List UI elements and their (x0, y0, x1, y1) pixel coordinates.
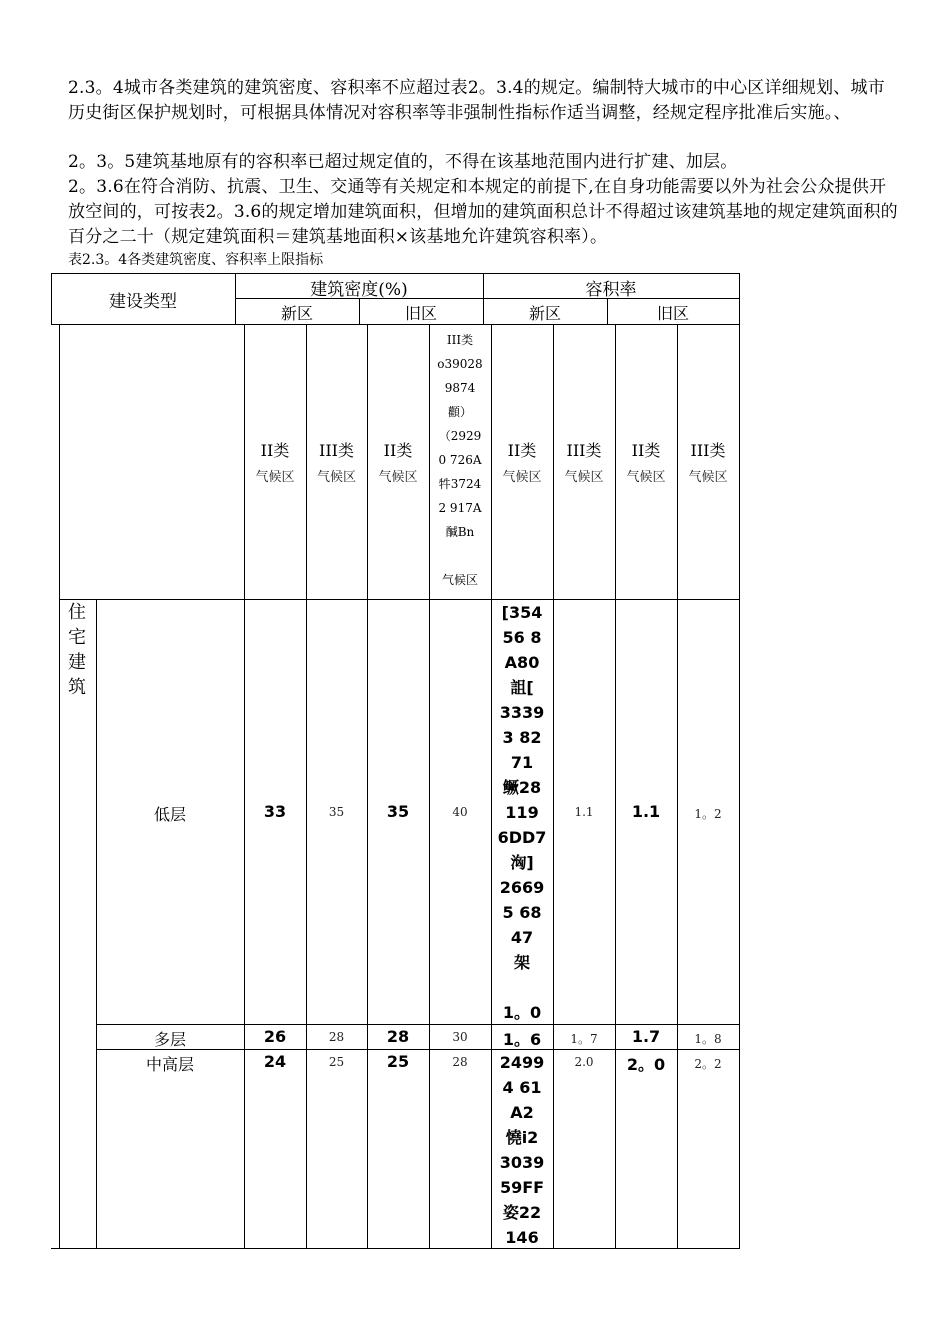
header-density-old-area: 旧区 (404, 304, 437, 323)
body-vline (96, 599, 97, 1249)
cell-density-new-ii: 24 (263, 1052, 287, 1071)
paragraph-2-3-4: 2.3。4城市各类建筑的建筑密度、容积率不应超过表2。3.4的规定。编制特大城市的中心区详细规划、城市历史街区保护规划时，可根据具体情况对容积率等非强制性指标作适当调整，经规定程序批准后实施。、 (68, 78, 885, 123)
cell-far-old-ii: 2。0 (626, 1055, 666, 1074)
climate-zone-label: 气候区 (564, 470, 604, 485)
header-far-new-area: 新区 (528, 304, 561, 323)
cell-density-new-iii: 28 (328, 1030, 345, 1044)
cell-far-old-ii: 1.7 (631, 1027, 661, 1046)
cell-far-old-iii: 2。2 (694, 1057, 722, 1071)
cell-far-old-iii: 1。2 (694, 807, 722, 821)
class-ii-label: II类 (383, 441, 413, 460)
cell-far-new-iii: 2.0 (574, 1055, 594, 1069)
body-vline (615, 325, 616, 1249)
class-iii-label: III类 (690, 441, 726, 460)
row-divider (59, 599, 740, 600)
row-divider (96, 1024, 740, 1025)
climate-zone-label: 气候区 (316, 470, 356, 485)
body-vline (306, 325, 307, 1249)
class-ii-label: II类 (631, 441, 661, 460)
header-density-new-area: 新区 (280, 304, 313, 323)
body-vline (677, 325, 678, 1249)
cell-far-new-ii: [354 56 8 A80 詛[ 3339 3 82 71 鳜28 119 6DD7 洶] 2669 5 68 47 架 1。0 (497, 603, 547, 1022)
cell-density-new-iii: 35 (328, 805, 345, 819)
class-ii-label: II类 (260, 441, 290, 460)
climate-zone-label: 气候区 (502, 470, 542, 485)
header-construction-type: 建设类型 (109, 292, 177, 312)
cell-far-old-iii: 1。8 (694, 1032, 722, 1046)
climate-zone-label: 气候区 (626, 470, 666, 485)
climate-zone-label: 气候区 (378, 470, 418, 485)
body-vline (367, 325, 368, 1249)
cell-density-old-ii: 28 (386, 1027, 410, 1046)
residential-building-label: 住 宅 建 筑 (68, 602, 86, 698)
row-label-multi-story: 多层 (153, 1030, 186, 1049)
header-building-density: 建筑密度(%) (310, 280, 408, 300)
climate-zone-label: 气候区 (255, 470, 295, 485)
cell-far-old-ii: 1.1 (631, 802, 661, 821)
cell-density-old-ii: 25 (386, 1052, 410, 1071)
body-right-border (739, 325, 740, 1249)
cell-density-old-iii: 40 (452, 805, 468, 819)
body-vline (244, 325, 245, 1249)
cell-far-new-ii: 1。6 (502, 1030, 542, 1049)
cell-density-new-iii: 25 (328, 1055, 345, 1069)
row-label-mid-high-rise: 中高层 (145, 1055, 194, 1074)
body-vline (553, 325, 554, 1249)
table-border-top (51, 273, 740, 274)
cell-density-old-iii: 28 (452, 1055, 468, 1069)
header-floor-area-ratio: 容积率 (585, 280, 637, 300)
table-border-bottom (51, 1248, 740, 1249)
header-right-border (739, 273, 740, 325)
cell-density-new-ii: 26 (263, 1027, 287, 1046)
cell-far-new-ii: 2499 4 61 A2 憢i2 3039 59FF 姿22 146 (499, 1053, 545, 1247)
cell-far-new-iii: 1。7 (570, 1032, 598, 1046)
climate-zone-label: 气候区 (688, 470, 728, 485)
cell-far-new-iii: 1.1 (574, 805, 594, 819)
cell-density-new-ii: 33 (263, 802, 287, 821)
class-ii-label: II类 (507, 441, 537, 460)
body-left-border (59, 325, 60, 1249)
class-iii-label: III类 (566, 441, 602, 460)
class-iii-garbled-label: III类 o39028 9874 顴） （2929 0 726A 牪3724 2 917A 醎Bn 气候区 (437, 333, 483, 587)
paragraph-2-3-5: 2。3。5建筑基地原有的容积率已超过规定值的，不得在该基地范围内进行扩建、加层。 (68, 152, 738, 172)
class-iii-label: III类 (319, 441, 354, 460)
cell-density-old-iii: 30 (452, 1030, 468, 1044)
row-label-low-rise: 低层 (153, 805, 186, 824)
table-caption: 表2.3。4各类建筑密度、容积率上限指标 (68, 252, 324, 268)
header-bottom (51, 324, 740, 325)
paragraph-2-3-6: 2。3.6在符合消防、抗震、卫生、交通等有关规定和本规定的前提下,在自身功能需要以外为社会公众提供开放空间的，可按表2。3.6的规定增加建筑面积，但增加的建筑面积总计不得超过该建筑基地的规定建筑面积的百分之二十（规定建筑面积＝建筑基地面积×该基地允许建筑容积率）。 (68, 177, 898, 247)
cell-density-old-ii: 35 (386, 802, 410, 821)
header-far-old-area: 旧区 (656, 304, 689, 323)
